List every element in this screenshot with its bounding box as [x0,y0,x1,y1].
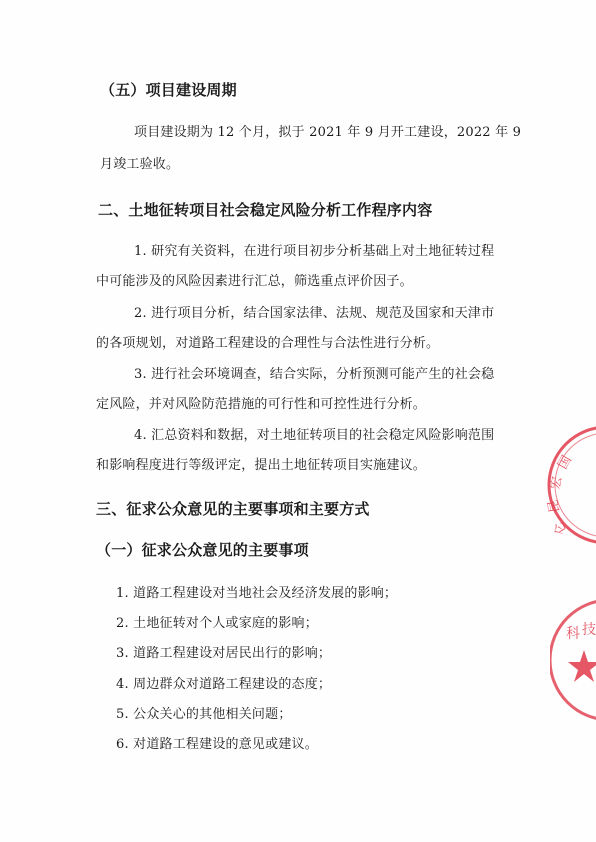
section-3-item-3: 3. 道路工程建设对居民出行的影响； [116,646,332,661]
red-seal-top [545,420,596,550]
section-3-item-1: 1. 道路工程建设对当地社会及经济发展的影响； [116,586,398,601]
section-2-item-3-line-1: 3. 进行社会环境调查，结合实际，分析预测可能产生的社会稳 [134,367,495,382]
section-5-paragraph-line-1: 项目建设期为 12 个月，拟于 2021 年 9 月开工建设，2022 年 9 [134,125,522,140]
section-2-item-4-line-1: 4. 汇总资料和数据，对土地征转项目的社会稳定风险影响范围 [134,428,495,443]
section-2-item-1-line-2: 中可能涉及的风险因素进行汇总，筛选重点评价因子。 [96,274,413,289]
section-3-item-4: 4. 周边群众对道路工程建设的态度； [116,677,332,692]
section-5-heading: （五）项目建设周期 [100,81,237,99]
svg-text:宏: 宏 [548,475,566,491]
svg-text:仑: 仑 [550,518,571,538]
red-seal-bottom [550,590,596,730]
section-2-item-3-line-2: 定风险，并对风险防范措施的可行性和可控性进行分析。 [96,397,427,412]
section-3-item-2: 2. 土地征转对个人或家庭的影响； [116,616,318,631]
svg-text:科: 科 [566,626,580,642]
section-2-item-1-line-1: 1. 研究有关资料，在进行项目初步分析基础上对土地征转过程 [134,244,495,259]
section-3-heading: 三、征求公众意见的主要事项和主要方式 [96,500,370,518]
section-2-heading: 二、土地征转项目社会稳定风险分析工作程序内容 [98,201,433,219]
svg-text:昆: 昆 [545,498,563,514]
section-3-subheading: （一）征求公众意见的主要事项 [96,541,309,559]
section-5-paragraph-line-2: 月竣工验收。 [100,157,180,172]
section-2-item-2-line-2: 的各项规划，对道路工程建设的合理性与合法性进行分析。 [96,336,440,351]
section-2-item-4-line-2: 和影响程度进行等级评定，提出土地征转项目实施建议。 [96,458,427,473]
section-3-item-6: 6. 对道路工程建设的意见或建议。 [116,737,318,752]
svg-text:国: 国 [555,453,575,472]
section-3-item-5: 5. 公众关心的其他相关问题； [116,707,292,722]
section-2-item-2-line-1: 2. 进行项目分析，结合国家法律、法规、规范及国家和天津市 [134,306,495,321]
svg-text:技: 技 [582,622,596,638]
